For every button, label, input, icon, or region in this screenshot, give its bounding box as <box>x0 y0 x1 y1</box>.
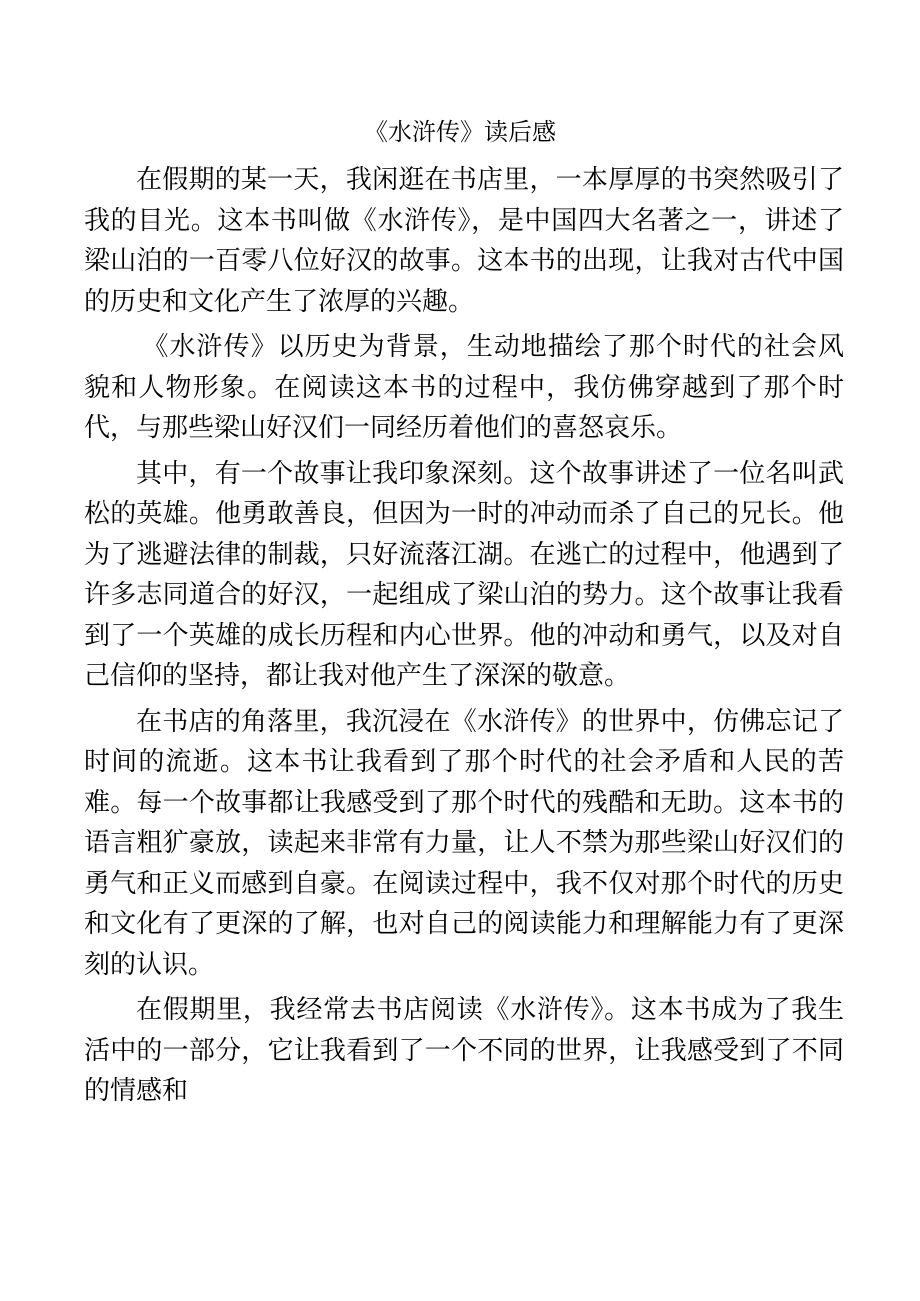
paragraph-4: 在书店的角落里，我沉浸在《水浒传》的世界中，仿佛忘记了时间的流逝。这本书让我看到了那个时代的社会矛盾和人民的苦难。每一个故事都让我感受到了那个时代的残酷和无助。这本书的语言粗犷豪放，读起来非常有力量，让人不禁为那些梁山好汉们的勇气和正义而感到自豪。在阅读过程中，我不仅对那个时代的历史和文化有了更深的了解，也对自己的阅读能力和理解能力有了更深刻的认识。 <box>84 706 844 980</box>
paragraph-3: 其中，有一个故事让我印象深刻。这个故事讲述了一位名叫武松的英雄。他勇敢善良，但因为一时的冲动而杀了自己的兄长。他为了逃避法律的制裁，只好流落江湖。在逃亡的过程中，他遇到了许多志同道合的好汉，一起组成了梁山泊的势力。这个故事让我看到了一个英雄的成长历程和内心世界。他的冲动和勇气，以及对自己信仰的坚持，都让我对他产生了深深的敬意。 <box>84 458 844 691</box>
paragraph-2: 《水浒传》以历史为背景，生动地描绘了那个时代的社会风貌和人物形象。在阅读这本书的过程中，我仿佛穿越到了那个时代，与那些梁山好汉们一同经历着他们的喜怒哀乐。 <box>84 332 844 443</box>
document-title: 《水浒传》读后感 <box>364 118 556 146</box>
paragraph-1: 在假期的某一天，我闲逛在书店里，一本厚厚的书突然吸引了我的目光。这本书叫做《水浒传》，是中国四大名著之一，讲述了梁山泊的一百零八位好汉的故事。这本书的出现，让我对古代中国的历史和文化产生了浓厚的兴趣。 <box>84 165 844 317</box>
paragraph-5: 在假期里，我经常去书店阅读《水浒传》。这本书成为了我生活中的一部分，它让我看到了一个不同的世界，让我感受到了不同的情感和 <box>84 995 844 1106</box>
document-body <box>84 160 844 1117</box>
